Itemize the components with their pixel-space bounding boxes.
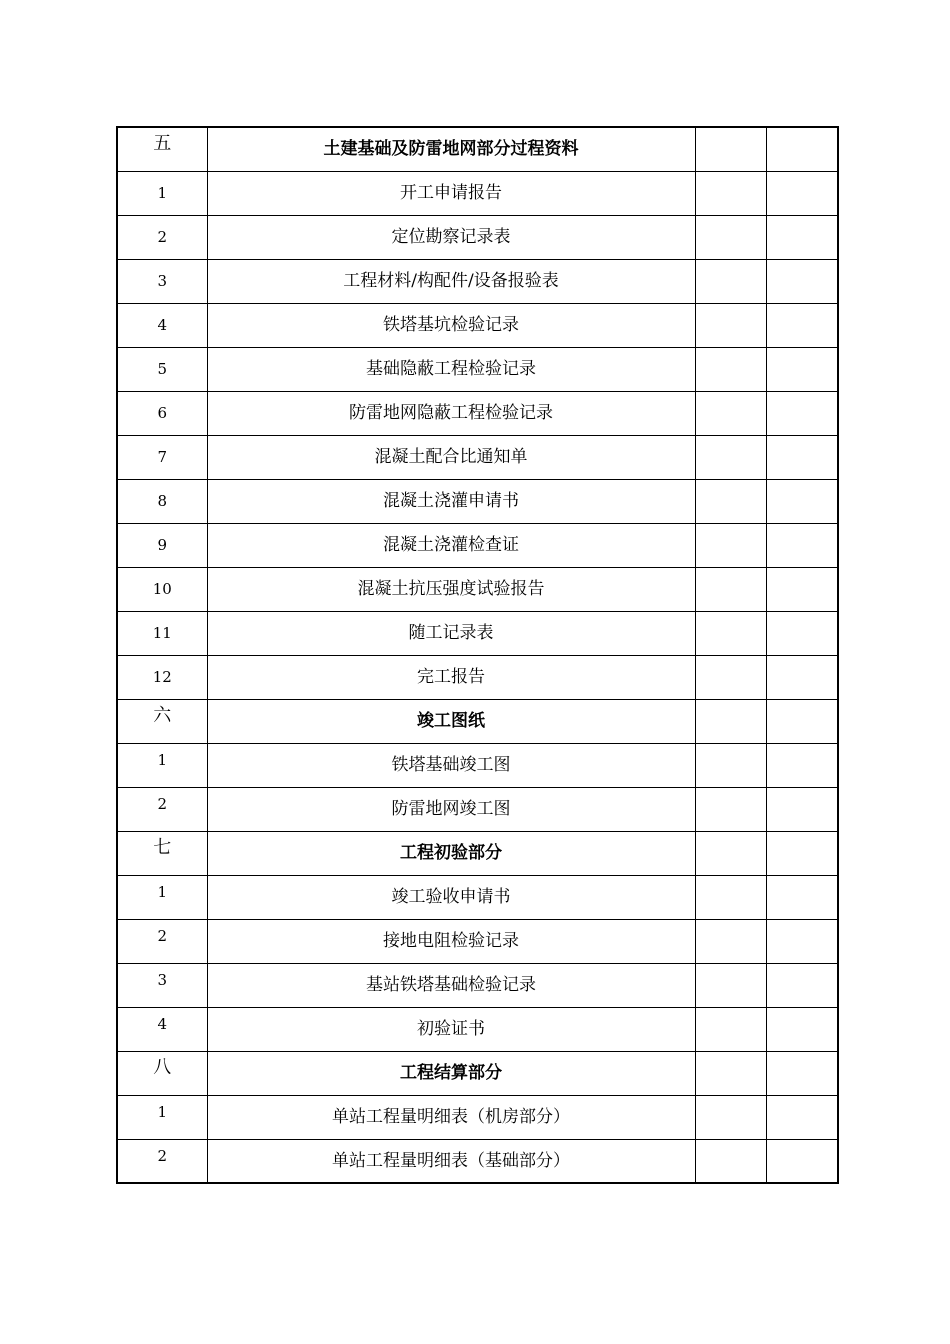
table-row (117, 435, 838, 479)
section-title: 竣工图纸 (207, 699, 695, 743)
blank-cell (766, 831, 838, 875)
item-title: 混凝土浇灌申请书 (207, 479, 695, 523)
blank-cell (695, 567, 766, 611)
blank-cell (695, 1095, 766, 1139)
section-row (117, 1051, 838, 1095)
blank-cell (695, 435, 766, 479)
blank-cell (766, 523, 838, 567)
section-number: 六 (117, 699, 207, 743)
item-title: 铁塔基础竣工图 (207, 743, 695, 787)
table-row (117, 1007, 838, 1051)
section-row (117, 127, 838, 171)
blank-cell (766, 1007, 838, 1051)
blank-cell (766, 1139, 838, 1183)
blank-cell (766, 171, 838, 215)
blank-cell (766, 699, 838, 743)
blank-cell (695, 391, 766, 435)
table-row (117, 1095, 838, 1139)
blank-cell (695, 831, 766, 875)
blank-cell (695, 303, 766, 347)
blank-cell (695, 919, 766, 963)
item-number: 5 (117, 347, 207, 391)
blank-cell (695, 1007, 766, 1051)
blank-cell (695, 655, 766, 699)
blank-cell (766, 347, 838, 391)
blank-cell (695, 259, 766, 303)
blank-cell (766, 787, 838, 831)
blank-cell (766, 1051, 838, 1095)
section-number: 八 (117, 1051, 207, 1095)
table-row (117, 963, 838, 1007)
blank-cell (695, 523, 766, 567)
table-row (117, 655, 838, 699)
blank-cell (766, 875, 838, 919)
item-number: 11 (117, 611, 207, 655)
item-number: 3 (117, 259, 207, 303)
blank-cell (695, 347, 766, 391)
section-title: 工程初验部分 (207, 831, 695, 875)
item-number: 4 (117, 1007, 207, 1051)
item-number: 1 (117, 1095, 207, 1139)
item-title: 基础隐蔽工程检验记录 (207, 347, 695, 391)
item-number: 9 (117, 523, 207, 567)
blank-cell (695, 875, 766, 919)
item-number: 1 (117, 875, 207, 919)
blank-cell (695, 1051, 766, 1095)
item-title: 随工记录表 (207, 611, 695, 655)
item-number: 1 (117, 743, 207, 787)
section-row (117, 699, 838, 743)
table-row (117, 1139, 838, 1183)
blank-cell (695, 611, 766, 655)
item-title: 混凝土配合比通知单 (207, 435, 695, 479)
table-row (117, 875, 838, 919)
blank-cell (766, 127, 838, 171)
table-body (117, 127, 838, 1183)
blank-cell (695, 127, 766, 171)
blank-cell (695, 1139, 766, 1183)
blank-cell (766, 391, 838, 435)
blank-cell (766, 303, 838, 347)
section-title: 工程结算部分 (207, 1051, 695, 1095)
item-title: 混凝土浇灌检查证 (207, 523, 695, 567)
section-number: 七 (117, 831, 207, 875)
blank-cell (766, 215, 838, 259)
item-title: 初验证书 (207, 1007, 695, 1051)
blank-cell (766, 919, 838, 963)
blank-cell (766, 567, 838, 611)
table-row (117, 215, 838, 259)
blank-cell (695, 963, 766, 1007)
section-row (117, 831, 838, 875)
blank-cell (766, 611, 838, 655)
table-row (117, 567, 838, 611)
section-title: 土建基础及防雷地网部分过程资料 (207, 127, 695, 171)
table-row (117, 743, 838, 787)
item-number: 2 (117, 1139, 207, 1183)
section-number: 五 (117, 127, 207, 171)
item-title: 定位勘察记录表 (207, 215, 695, 259)
blank-cell (695, 171, 766, 215)
item-number: 1 (117, 171, 207, 215)
blank-cell (695, 699, 766, 743)
table-row (117, 347, 838, 391)
item-number: 2 (117, 215, 207, 259)
table-row (117, 919, 838, 963)
table-row (117, 303, 838, 347)
item-number: 10 (117, 567, 207, 611)
blank-cell (766, 259, 838, 303)
item-number: 6 (117, 391, 207, 435)
table-row (117, 391, 838, 435)
item-number: 8 (117, 479, 207, 523)
item-title: 混凝土抗压强度试验报告 (207, 567, 695, 611)
blank-cell (766, 743, 838, 787)
item-title: 单站工程量明细表（机房部分） (207, 1095, 695, 1139)
blank-cell (766, 435, 838, 479)
table-row (117, 259, 838, 303)
table-row (117, 611, 838, 655)
item-title: 铁塔基坑检验记录 (207, 303, 695, 347)
item-title: 完工报告 (207, 655, 695, 699)
item-number: 12 (117, 655, 207, 699)
item-title: 基站铁塔基础检验记录 (207, 963, 695, 1007)
item-number: 7 (117, 435, 207, 479)
table-row (117, 479, 838, 523)
blank-cell (695, 215, 766, 259)
blank-cell (695, 787, 766, 831)
blank-cell (695, 743, 766, 787)
table-row (117, 171, 838, 215)
item-title: 接地电阻检验记录 (207, 919, 695, 963)
blank-cell (766, 655, 838, 699)
item-title: 开工申请报告 (207, 171, 695, 215)
blank-cell (695, 479, 766, 523)
item-number: 2 (117, 787, 207, 831)
blank-cell (766, 963, 838, 1007)
item-number: 4 (117, 303, 207, 347)
item-title: 竣工验收申请书 (207, 875, 695, 919)
table-row (117, 523, 838, 567)
item-title: 工程材料/构配件/设备报验表 (207, 259, 695, 303)
item-title: 防雷地网隐蔽工程检验记录 (207, 391, 695, 435)
blank-cell (766, 479, 838, 523)
item-number: 2 (117, 919, 207, 963)
document-index-table (116, 126, 839, 1184)
table-row (117, 787, 838, 831)
blank-cell (766, 1095, 838, 1139)
item-title: 单站工程量明细表（基础部分） (207, 1139, 695, 1183)
item-number: 3 (117, 963, 207, 1007)
item-title: 防雷地网竣工图 (207, 787, 695, 831)
